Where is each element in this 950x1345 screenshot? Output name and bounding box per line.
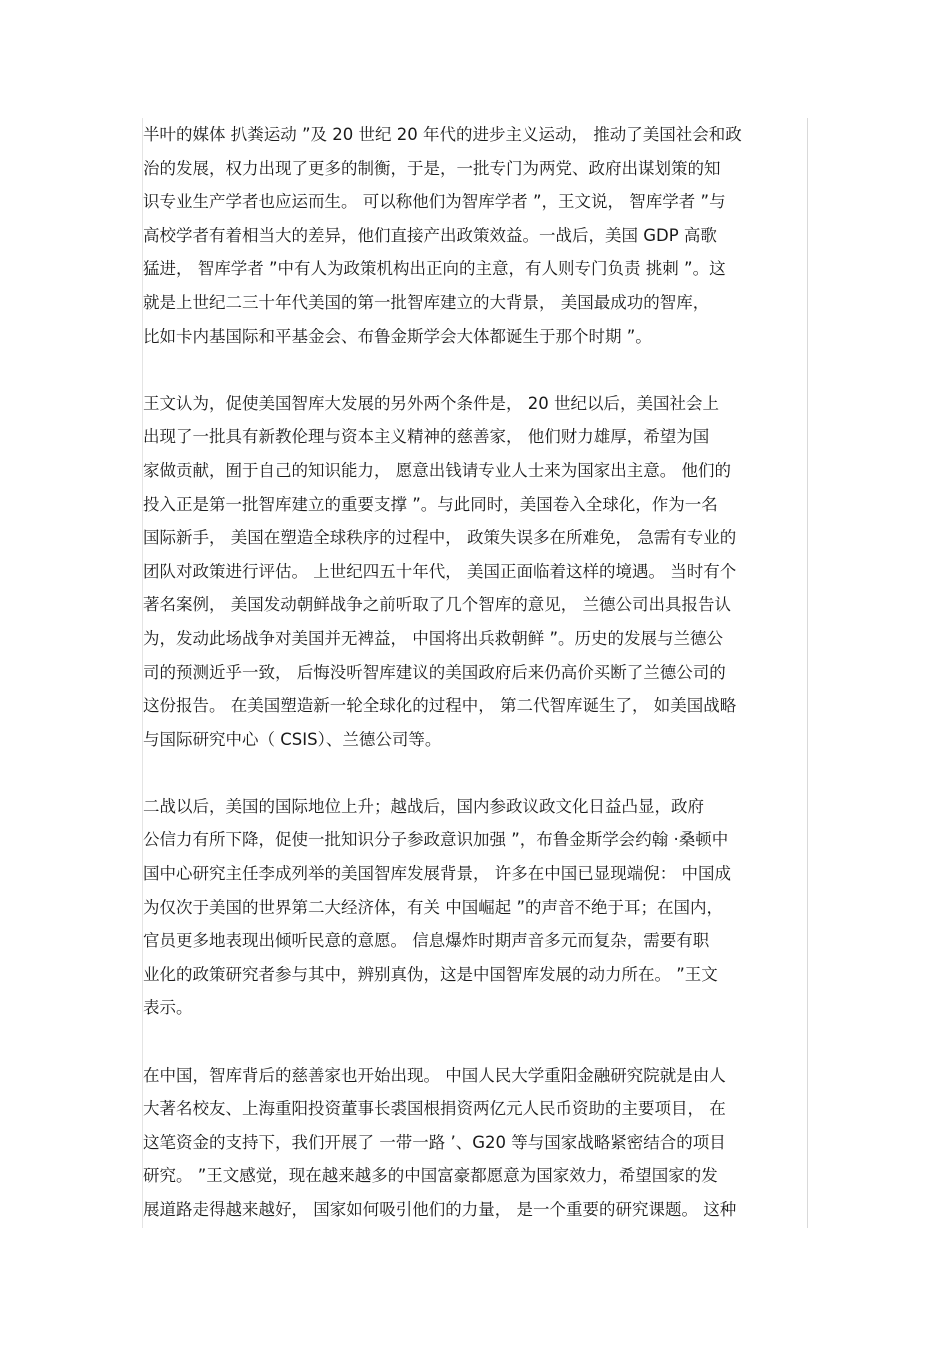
text-line: 在中国，智库背后的慈善家也开始出现。 中国人民大学重阳金融研究院就是由人 [143,1065,726,1085]
text-line: 表示。 [143,998,193,1018]
text-line: 为，发动此场战争对美国并无裨益， 中国将出兵救朝鲜 ”。历史的发展与兰德公 [143,628,724,648]
paragraph-3 [143,790,807,1025]
text-line: 国际新手， 美国在塑造全球秩序的过程中， 政策失误多在所难免， 急需有专业的 [143,528,737,548]
text-line: 比如卡内基国际和平基金会、布鲁金斯学会大体都诞生于那个时期 ”。 [143,326,652,346]
text-line: 投入正是第一批智库建立的重要支撑 ”。与此同时，美国卷入全球化，作为一名 [143,494,718,514]
text-body [143,118,808,1228]
text-line: 为仅次于美国的世界第二大经济体，有关 中国崛起 ”的声音不绝于耳；在国内， [143,897,724,917]
paragraph-4 [143,1059,807,1227]
text-line: 公信力有所下降，促使一批知识分子参政意识加强 ”，布鲁金斯学会约翰 ·桑顿中 [143,830,729,850]
text-line: 研究。 ”王文感觉，现在越来越多的中国富豪都愿意为国家效力，希望国家的发 [143,1166,718,1186]
text-line: 高校学者有着相当大的差异，他们直接产出政策效益。一战后，美国 GDP 高歌 [143,225,717,245]
text-line: 猛进， 智库学者 ”中有人为政策机构出正向的主意，有人则专门负责 挑刺 ”。这 [143,259,726,279]
text-line: 王文认为，促使美国智库大发展的另外两个条件是， 20 世纪以后，美国社会上 [143,393,719,413]
text-line: 半叶的媒体 扒粪运动 ”及 20 世纪 20 年代的进步主义运动， 推动了美国社会和政 [143,125,742,144]
paragraph-gap [143,353,807,387]
text-line: 二战以后，美国的国际地位上升；越战后，国内参政议政文化日益凸显，政府 [143,796,704,816]
text-line: 著名案例， 美国发动朝鲜战争之前听取了几个智库的意见， 兰德公司出具报告认 [143,595,731,615]
paragraph-2 [143,387,807,757]
text-line: 识专业生产学者也应运而生。 可以称他们为智库学者 ”，王文说， 智库学者 ”与 [143,192,726,212]
text-line: 国中心研究主任李成列举的美国智库发展背景， 许多在中国已显现端倪： 中国成 [143,864,731,884]
text-line: 司的预测近乎一致， 后悔没听智库建议的美国政府后来仍高价买断了兰德公司的 [143,662,726,682]
text-line: 这笔资金的支持下，我们开展了 一带一路 ’、G20 等与国家战略紧密结合的项目 [143,1132,726,1152]
text-line: 业化的政策研究者参与其中，辨别真伪，这是中国智库发展的动力所在。 ”王文 [143,964,718,984]
paragraph-1 [143,118,807,353]
text-line: 就是上世纪二三十年代美国的第一批智库建立的大背景， 美国最成功的智库， [143,292,710,312]
text-line: 出现了一批具有新教伦理与资本主义精神的慈善家， 他们财力雄厚，希望为国 [143,427,710,447]
paragraph-gap [143,1025,807,1059]
text-line: 展道路走得越来越好， 国家如何吸引他们的力量， 是一个重要的研究课题。 这种 [143,1200,737,1219]
text-line: 团队对政策进行评估。 上世纪四五十年代， 美国正面临着这样的境遇。 当时有个 [143,561,737,581]
text-line: 家做贡献，囿于自己的知识能力， 愿意出钱请专业人士来为国家出主意。 他们的 [143,460,731,480]
text-line: 治的发展，权力出现了更多的制衡，于是，一批专门为两党、政府出谋划策的知 [143,158,721,178]
paragraph-gap [143,756,807,790]
text-line: 与国际研究中心（ CSIS）、兰德公司等。 [143,729,442,749]
text-line: 这份报告。 在美国塑造新一轮全球化的过程中， 第二代智库诞生了， 如美国战略 [143,696,737,716]
text-line: 大著名校友、上海重阳投资董事长裘国根捐资两亿元人民币资助的主要项目， 在 [143,1099,726,1119]
text-line: 官员更多地表现出倾听民意的意愿。 信息爆炸时期声音多元而复杂，需要有职 [143,931,710,951]
